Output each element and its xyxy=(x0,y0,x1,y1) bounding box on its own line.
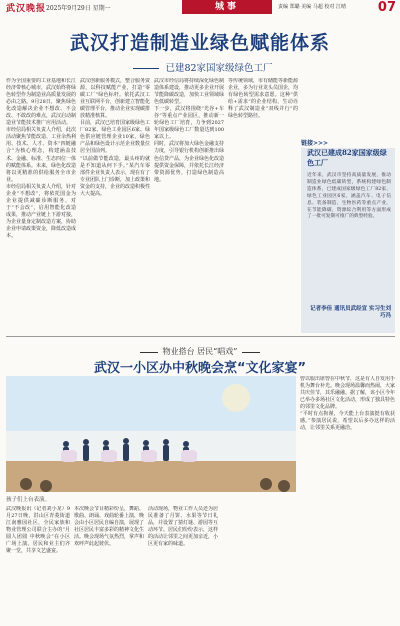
article1-column-4: 等传统领域，市有储能等新能源企业，多为行业龙头员国企，均有绿色转型需求意愿。这种“供给+需求”的企业结构，生动诠释了武汉制造业“双线并行”的绿色转型路径。 xyxy=(228,78,298,120)
sidebar-box-title: 武汉已建成82家国家级绿色工厂 xyxy=(307,148,387,167)
editors-line: 责编 郑璐 美编 马超 校对 江晴 xyxy=(278,4,346,10)
sidebar-box xyxy=(301,148,395,333)
newspaper-logo: 武汉晚报 xyxy=(6,4,47,14)
sidebar-box-body: 近年来，武汉市坚持高质量发展，推动制造业绿色低碳转型，系统构建绿色制造体系，已建成国家级绿色工厂82家、绿色工业园区6家，涵盖汽车、电子信息、装备制造、生物医药等重点产业，在节能降碳、资源综合利用等方面形成了一批可复制可推广的典型经验。 xyxy=(307,173,391,220)
headline-green-manufacturing: 武汉打造制造业绿色赋能体系 xyxy=(69,32,330,54)
article2-kicker: 物业搭台 居民“唱戏” xyxy=(0,346,400,357)
article1-column-3: 武汉市经信局将持续深化绿色制造体系建设，推动更多企业开展节能降碳改造，加快工业领域绿色低碳转型。 下一步，武汉将围绕“光谷+车谷”等重点产业园区，推动新一轮绿色工厂培育，力争到2027年国家级绿色工厂数量达到100家以上。 同时，武汉将加大绿色金融支持力度，引导银行机构创新推出绿色信贷产品，为企业绿色化改造提供资金保障，并依托长江经济带资源优势，打造绿色制造高地。 xyxy=(154,78,224,183)
article2-column-4: 曾以服出席曾在中秋节，这是有人自发用手机为舞台补光。晚会现场温馨而热闹，大家共庆佳节，其乐融融。据了解，该小区今年已举办多场社区文化活动，形成了独具特色的邻里文化品牌。 “平时有点拘谨，今天能上台表演挺有收获感。”参演居民说，希望以后多办这样的活动，让邻里关系更融洽。 xyxy=(300,376,395,432)
section-label: 城事 xyxy=(182,0,272,14)
article1-column-2: 武汉创新服务模式，整合服务资源，以科技赋能产业，打造“零碳工厂”绿色标杆。依托武汉工业互联网平台，创新建立智能化碳管理平台，推动企业实现碳排放精准核算。 目前，武汉已培育国家级绿色工厂82家、绿色工业园区6家、绿色供应链管理企业10家，绿色产品和绿色设计示范企业数量位居全国前列。 “以前做节能改造，最头疼的就是不知道从何下手。”某汽车零部件企业负责人表示，现在有了专业团队上门诊断，加上政策和资金的支持，企业的改造积极性大大提高。 xyxy=(80,78,150,197)
stage-performance-photo xyxy=(6,376,296,492)
section-divider xyxy=(6,336,395,337)
article2-column-2: 本次晚会节目精彩纷呈，舞蹈、歌曲、朗诵、戏曲轮番上演，晚会由小区居民自编自演，展现了社区居民丰富多彩的精神文化生活。晚会现场气氛热烈，掌声和欢呼声此起彼伏。 xyxy=(74,506,144,548)
headline-mid-autumn-gala: 武汉一小区办中秋晚会烹“文化家宴” xyxy=(93,361,307,376)
article1-column-1: 作为全国重要的工业基地和长江经济带核心城市，武汉始终将绿色转型作为制造业高质量发展的必由之路。9月28日，聚焦绿色化改造解决企业不想改、不会改、不敢改的难点，武汉启动制造业节能技术推广应用活动。 市经信局相关负责人介绍，此次活动聚焦节能改造、工业余热利用、技术、人才、资本“四链融合”为核心理念，构建涵盖技术、金融、标准、生态四位一体的赋能体系。未来，绿色化改造将以更精准的供给服务全市企业。 市经信局相关负责人介绍，针对企业“不想改”，将依托国金为企业提供减碳诊断服务，对于“不会改”，启用智能化改造成果，推动产业链上下游对接，为企业量身定制改造方案，协助企业申请政策资金，降低改造成本。 xyxy=(6,78,76,240)
issue-date: 2025年9月29日 星期一 xyxy=(46,5,111,12)
page-number: 07 xyxy=(377,0,396,15)
article2-column-3: 活动现场，物业工作人员还为居民准备了月饼、水果等节日礼品，并设置了猜灯谜、游园等互动环节。居民们纷纷表示，这样的活动让邻里之间更加亲近，小区更有家的味道。 xyxy=(148,506,218,548)
sidebar-box-author: 记者李佳 通讯员武经宣 实习生刘巧冯 xyxy=(310,306,391,319)
page-header xyxy=(0,0,400,14)
subheadline-green-factories: 已建82家国家级绿色工厂 xyxy=(0,60,400,74)
link-label: 链接>>> xyxy=(301,140,329,147)
photo-caption: 孩子们上台表演。 xyxy=(6,497,51,503)
article2-column-1: 武汉晚报讯（记者刘小龙）9月27日晚，洪山区青菱街道江南雅园社区，全民家族和物业管理公司联合主办的“月圆人团圆 中秋晚会”在小区广场上演。居民和业主们齐聚一堂，共享文艺盛宴。 xyxy=(6,506,70,555)
